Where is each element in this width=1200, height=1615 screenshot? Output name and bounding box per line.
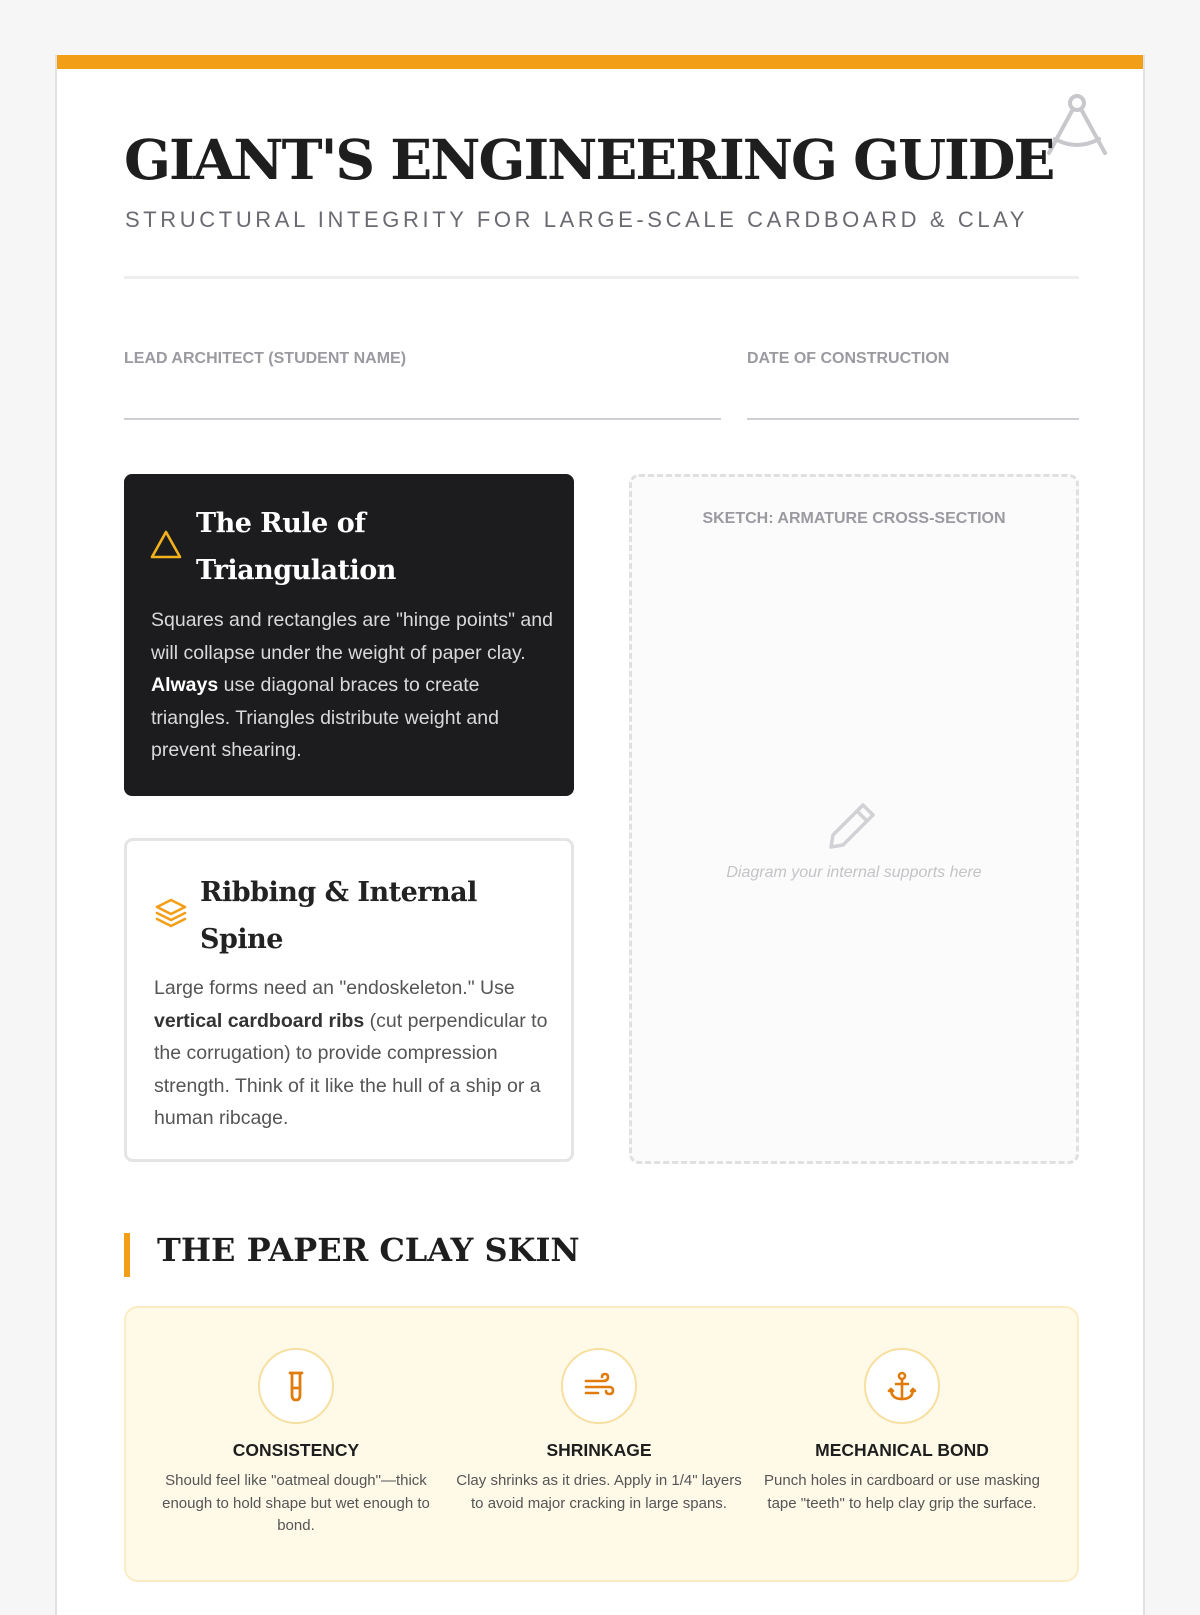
triangulation-title: The Rule of Triangulation [196,508,396,586]
tip-icon-circle [864,1348,940,1424]
clay-tips-panel [124,1306,1079,1582]
wind-icon [583,1370,615,1402]
page-title: GIANT'S ENGINEERING GUIDE [124,127,1054,192]
sketch-label: SKETCH: ARMATURE CROSS-SECTION [702,510,1006,527]
student-name-field[interactable] [124,418,721,420]
tip-icon-circle [561,1348,637,1424]
worksheet-page [55,55,1145,1615]
pencil-icon [825,797,881,853]
tip-text: Punch holes in cardboard or use masking tape "teeth" to help clay grip the surface. [764,1472,1040,1512]
tip-text: Clay shrinks as it dries. Apply in 1/4" layers to avoid major cracking in large spans. [456,1472,742,1512]
student-name-label: LEAD ARCHITECT (STUDENT NAME) [124,350,407,367]
layers-icon [154,896,188,930]
triangulation-body: Squares and rectangles are "hinge points" and will collapse under the weight of paper clay. Always use diagonal braces to create triangles. Triangles distribute weight and prevent shearing. [151,609,553,761]
ribbing-card [124,838,574,1162]
header-divider [124,276,1079,279]
tip-title: CONSISTENCY [232,1440,360,1460]
triangulation-card [124,474,574,796]
tip-title: MECHANICAL BOND [815,1440,989,1460]
warning-triangle-icon [149,528,183,562]
sketch-area[interactable] [629,474,1079,1164]
page-subtitle: STRUCTURAL INTEGRITY FOR LARGE-SCALE CARDBOARD & CLAY [125,207,1029,232]
tip-text: Should feel like "oatmeal dough"—thick enough to hold shape but wet enough to bond. [162,1472,430,1534]
sketch-hint: Diagram your internal supports here [726,864,982,881]
tip-icon-circle [258,1348,334,1424]
ribbing-title: Ribbing & Internal Spine [200,877,477,955]
section-accent-bar [124,1233,130,1277]
anchor-icon [886,1370,918,1402]
ribbing-body: Large forms need an "endoskeleton." Use vertical cardboard ribs (cut perpendicular to the corrugation) to provide compression strength. Think of it like the hull of a ship or a human ribcage. [154,977,548,1129]
date-field[interactable] [747,418,1079,420]
test-tube-icon [280,1370,312,1402]
tip-title: SHRINKAGE [546,1440,652,1460]
date-label: DATE OF CONSTRUCTION [747,350,950,367]
section-title: THE PAPER CLAY SKIN [157,1231,580,1269]
accent-top-bar [57,55,1143,69]
